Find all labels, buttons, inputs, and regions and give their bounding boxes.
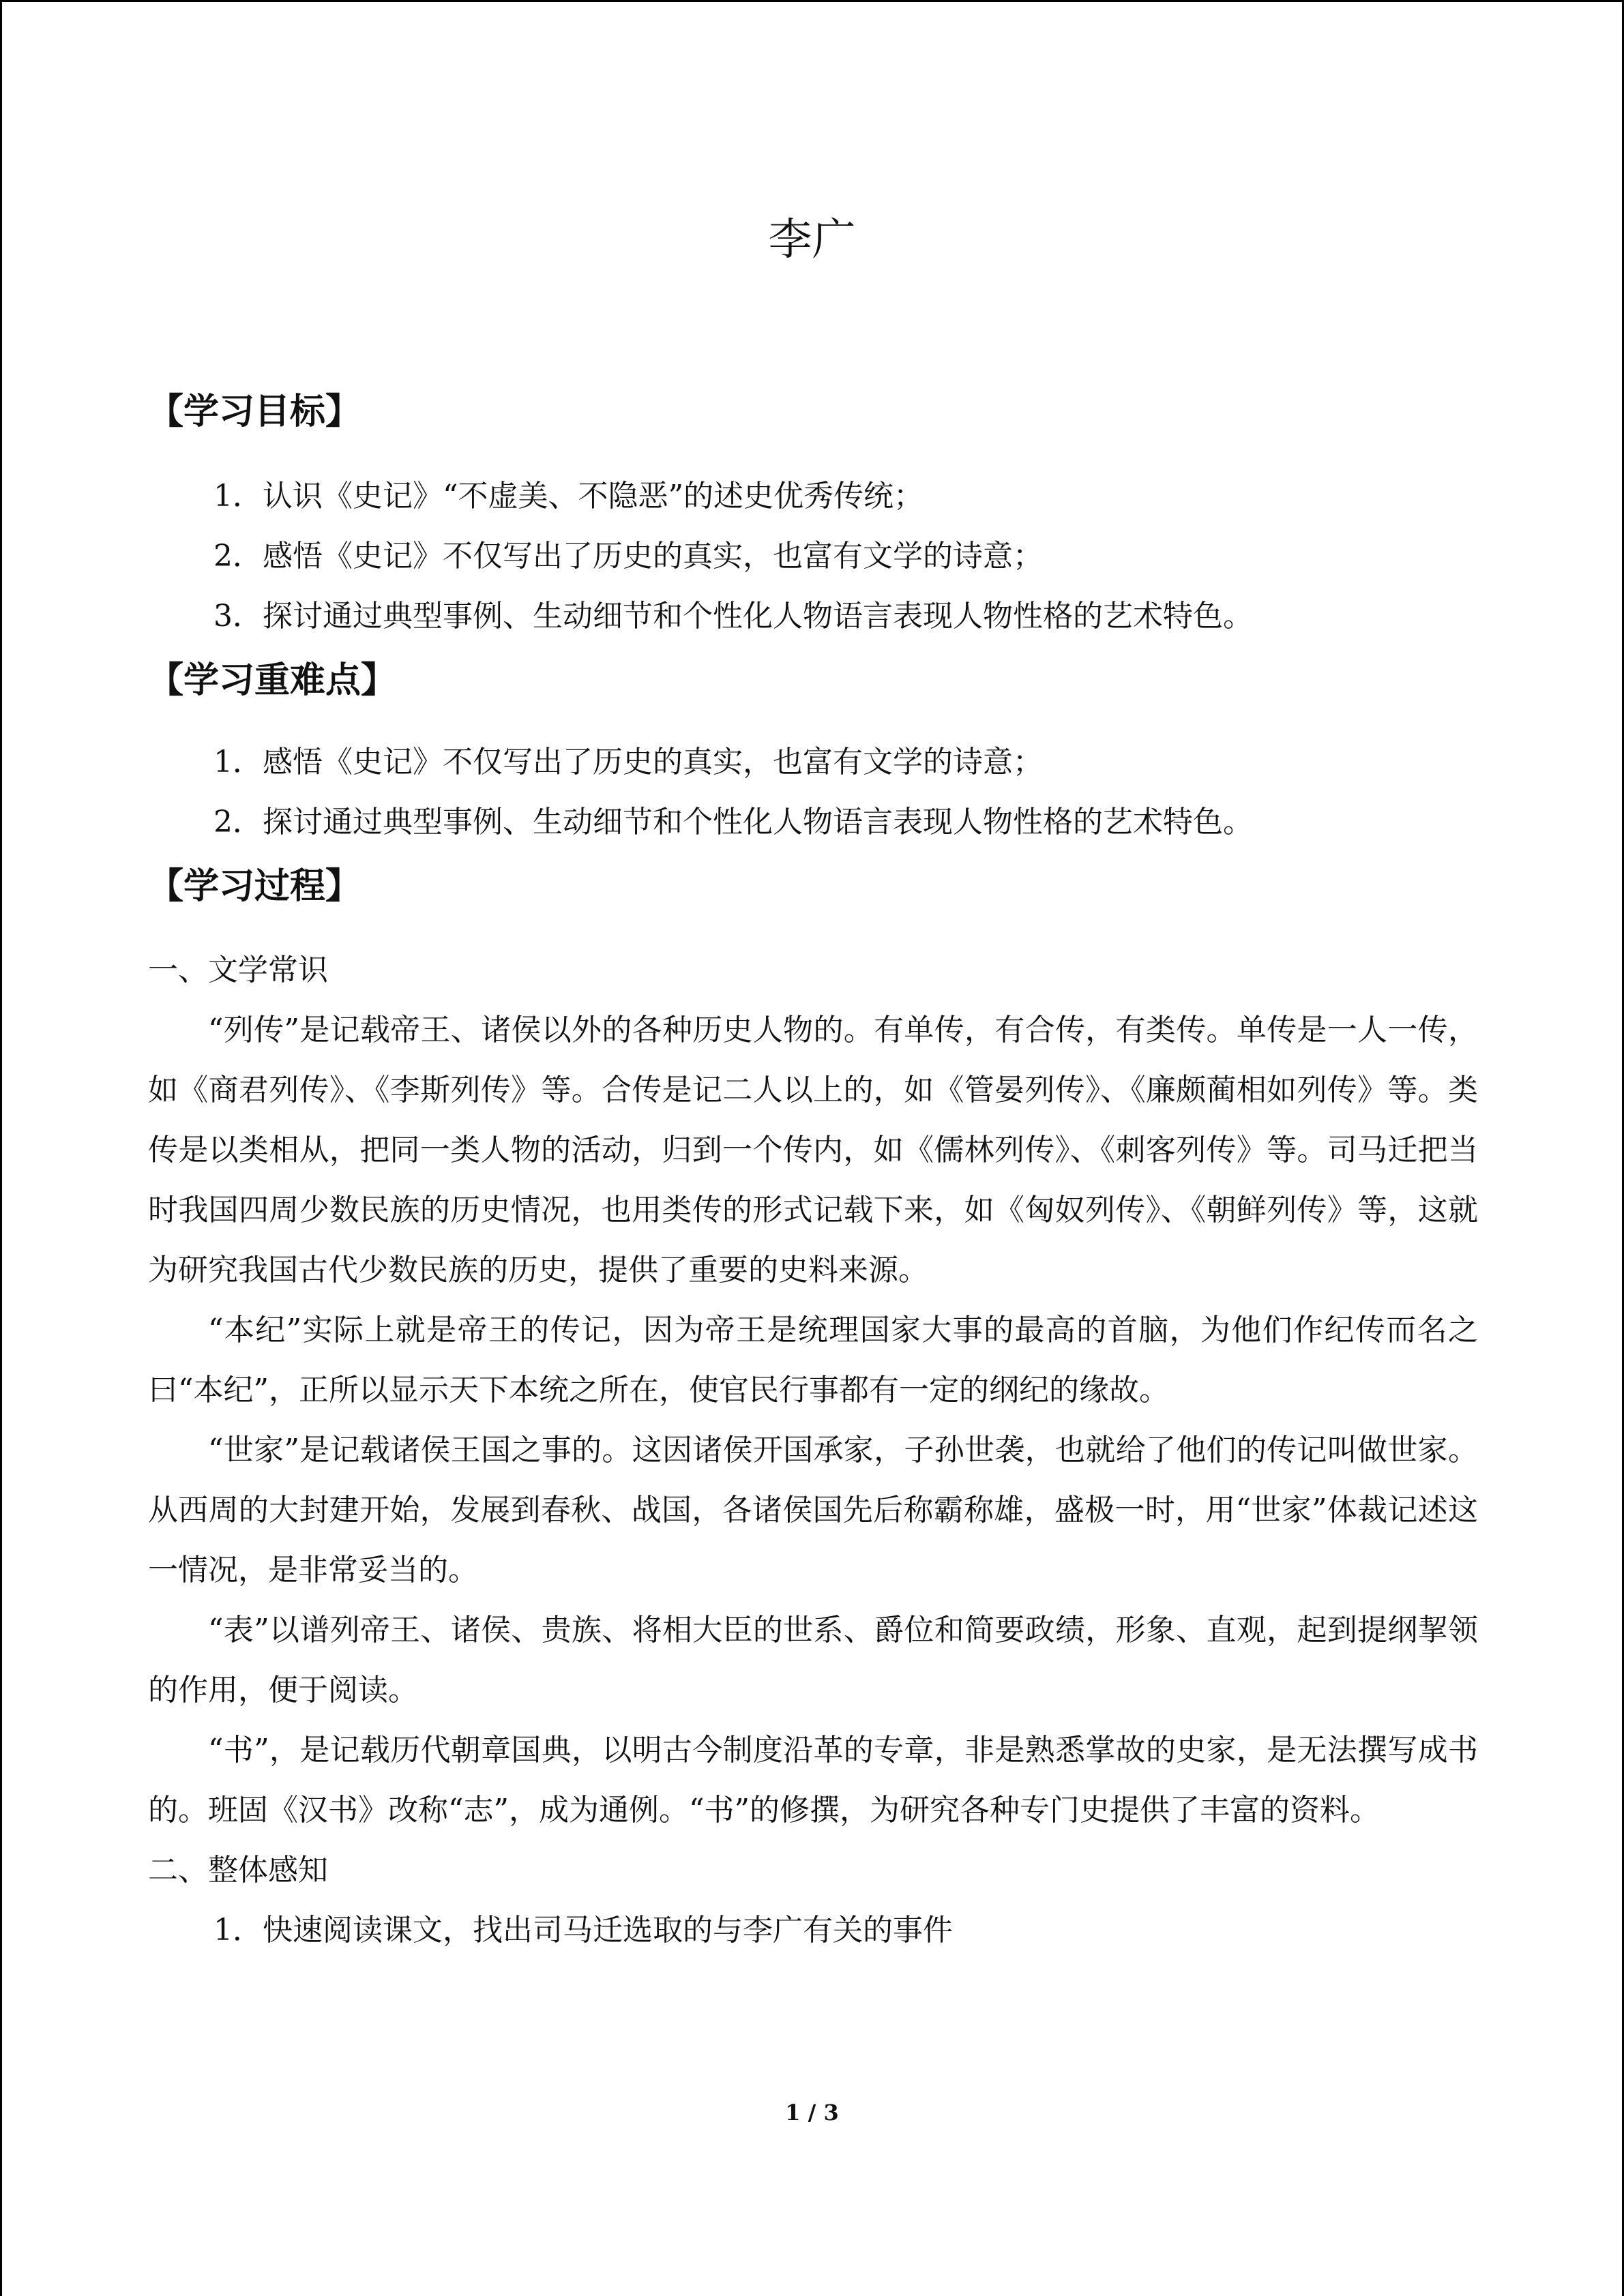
paragraph-liezhuan: “列传”是记载帝王、诸侯以外的各种历史人物的。有单传，有合传，有类传。单传是一人一传，如《商君列传》、《李斯列传》等。合传是记二人以上的，如《管晏列传》、《廉颇蔺相如列传》等。类传是以类相从，把同一类人物的活动，归到一个传内，如《儒林列传》、《刺客列传》等。司马迁把当时我国四周少数民族的历史情况，也用类传的形式记载下来，如《匈奴列传》、《朝鲜列传》等，这就为研究我国古代少数民族的历史，提供了重要的史料来源。: [148, 1013, 1478, 1287]
part2-item: 1．快速阅读课文，找出司马迁选取的与李广有关的事件: [213, 1913, 953, 1948]
objectives-list: [148, 466, 1478, 646]
page-border-left: [0, 0, 2, 2296]
key-points-list: [148, 732, 1478, 852]
key-point-item: 2．探讨通过典型事例、生动细节和个性化人物语言表现人物性格的艺术特色。: [213, 805, 1253, 839]
objective-item: 1．认识《史记》“不虚美、不隐恶”的述史优秀传统；: [213, 479, 924, 513]
objectives-heading: 【学习目标】: [148, 391, 361, 432]
paragraph-benji: “本纪”实际上就是帝王的传记，因为帝王是统理国家大事的最高的首脑，为他们作纪传而名之曰“本纪”，正所以显示天下本统之所在，使官民行事都有一定的纲纪的缘故。: [148, 1313, 1478, 1407]
paragraph-shu: “书”，是记载历代朝章国典，以明古今制度沿革的专章，非是熟悉掌故的史家，是无法撰写成书的。班固《汉书》改称“志”，成为通例。“书”的修撰，为研究各种专门史提供了丰富的资料。: [148, 1733, 1478, 1828]
part2-title: 二、整体感知: [148, 1853, 328, 1888]
objective-item: 3．探讨通过典型事例、生动细节和个性化人物语言表现人物性格的艺术特色。: [213, 599, 1253, 633]
document-title: 李广: [768, 215, 856, 265]
key-points-heading: 【学习重难点】: [148, 660, 397, 701]
paragraph-biao: “表”以谱列帝王、诸侯、贵族、将相大臣的世系、爵位和简要政绩，形象、直观，起到提纲挈领的作用，便于阅读。: [148, 1613, 1478, 1708]
part1-title: 一、文学常识: [148, 953, 328, 987]
paragraph-shijia: “世家”是记载诸侯王国之事的。这因诸侯开国承家，子孙世袭，也就给了他们的传记叫做世家。从西周的大封建开始，发展到春秋、战国，各诸侯国先后称霸称雄，盛极一时，用“世家”体裁记述这一情况，是非常妥当的。: [148, 1433, 1478, 1587]
key-point-item: 1．感悟《史记》不仅写出了历史的真实，也富有文学的诗意；: [213, 745, 1043, 779]
page-border-top: [0, 0, 1624, 2]
objective-item: 2．感悟《史记》不仅写出了历史的真实，也富有文学的诗意；: [213, 539, 1043, 573]
page-number: 1 / 3: [785, 2100, 839, 2126]
process-section: [148, 865, 1478, 908]
process-body: [148, 940, 1478, 1960]
process-heading: 【学习过程】: [148, 866, 361, 907]
objectives-section: [148, 390, 1478, 434]
key-points-section: [148, 659, 1478, 702]
